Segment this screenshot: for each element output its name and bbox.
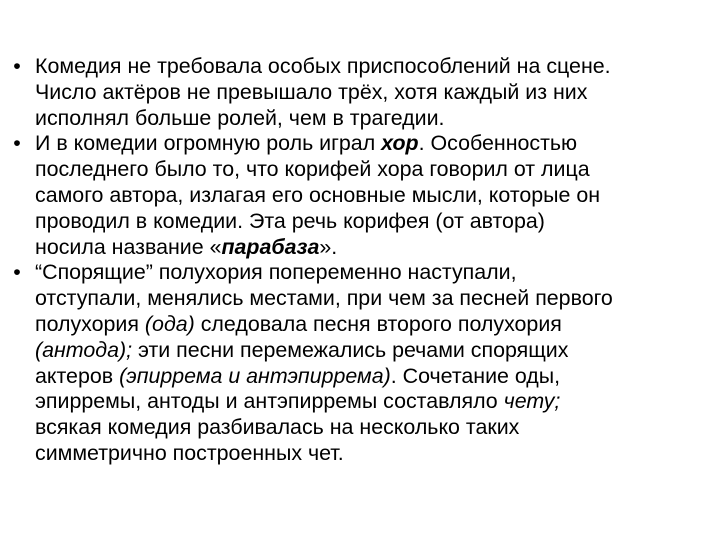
text-line: проводил в комедии. Эта речь корифея (от автора) [35, 208, 545, 233]
text-line: И в комедии огромную роль играл хор. Особенностью [35, 131, 578, 156]
bullet-dot-icon: • [13, 54, 21, 78]
bullet-item-staging [9, 54, 700, 131]
term-antode: (антода); [35, 337, 133, 362]
text-line: Комедия не требовала особых приспособлений на сцене. [35, 54, 611, 78]
text-line: полухория (ода) следовала песня второго полухория [35, 311, 562, 336]
text-line: самого автора, излагая его основные мысли, которые он [35, 182, 601, 207]
text-line: эпирремы, антоды и антэпирремы составляло чету; [35, 389, 561, 414]
text-line: носила название «парабаза». [35, 234, 338, 259]
bullet-list [9, 54, 700, 467]
text-line: “Спорящие” полухория попеременно наступали, [35, 260, 517, 285]
text-line: последнего было то, что корифей хора говорил от лица [35, 157, 590, 182]
text-line: симметрично построенных чет. [35, 440, 344, 465]
bullet-dot-icon: • [13, 260, 21, 285]
bullet-dot-icon: • [13, 131, 21, 156]
text-line: актеров (эпиррема и антэпиррема). Сочетание оды, [35, 363, 561, 388]
bullet-item-semichoruses [9, 260, 700, 466]
text-line: Число актёров не превышало трёх, хотя каждый из них [35, 79, 588, 104]
term-cheta: чету; [503, 389, 561, 414]
text-line: исполнял больше ролей, чем в трагедии. [35, 105, 445, 130]
text-line: (антода); эти песни перемежались речами спорящих [35, 337, 569, 362]
text-line: всякая комедия разбивалась на несколько таких [35, 415, 520, 440]
term-parabasis: парабаза [221, 234, 320, 259]
term-epirrhema: (эпиррема и антэпиррема) [119, 363, 391, 388]
term-ode: (ода) [144, 311, 195, 336]
term-chorus: хор [381, 131, 419, 156]
text-line: отступали, менялись местами, при чем за песней первого [35, 286, 613, 311]
bullet-item-chorus [9, 131, 700, 260]
